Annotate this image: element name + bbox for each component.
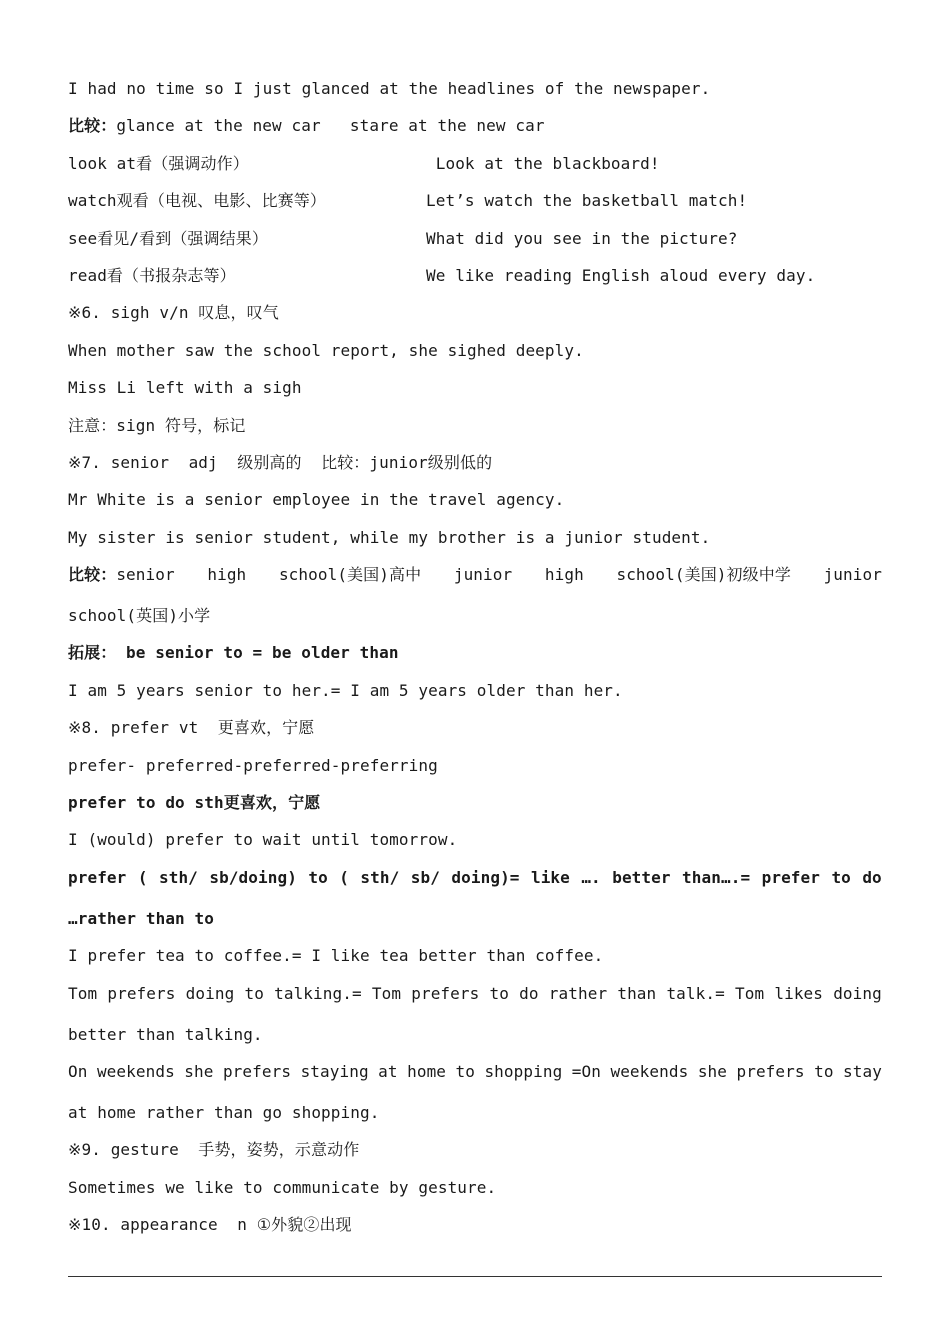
word: prefer [761, 867, 821, 887]
example: Look at the blackboard! [426, 153, 660, 173]
word: staying [300, 1061, 369, 1081]
term: see看见/看到（强调结果） [68, 228, 268, 248]
footer-divider [68, 1276, 882, 1277]
text-line [68, 1053, 882, 1094]
compare-text: glance at the new car stare at the new car [116, 116, 545, 136]
word: Tom [371, 983, 402, 1003]
word: like [530, 867, 570, 887]
word: Tom [68, 983, 98, 1003]
word: high [544, 565, 584, 585]
text-line [68, 556, 882, 597]
text-line: My sister is senior student, while my brother is a junior student. [68, 527, 711, 547]
word: to [489, 983, 509, 1003]
example: What did you see in the picture? [426, 228, 738, 248]
text-line: Miss Li left with a sigh [68, 378, 302, 398]
section-heading: ※8. prefer vt 更喜欢，宁愿 [68, 718, 315, 738]
word: to [308, 867, 328, 887]
word: doing)= [451, 867, 520, 887]
section-heading: ※9. gesture 手势，姿势，示意动作 [68, 1140, 360, 1160]
word: school(美国)初级中学 [616, 565, 791, 585]
expansion-heading: 拓展： be senior to = be older than [68, 643, 399, 663]
text-line: I had no time so I just glanced at the headlines of the newspaper. [68, 79, 711, 98]
text-line [68, 975, 882, 1016]
text-line: I prefer tea to coffee.= I like tea better than coffee. [68, 946, 604, 966]
word: On [68, 1061, 88, 1081]
word: talking.= [274, 983, 362, 1003]
bold-line: …rather than to [68, 908, 214, 928]
word: ( [137, 867, 148, 887]
document-body [68, 70, 882, 1244]
word: …. [581, 867, 601, 887]
text-line: 注意：sign 符号，标记 [68, 415, 246, 435]
compare-label: 比较： [68, 565, 117, 585]
example: Let’s watch the basketball match! [426, 191, 748, 211]
word: likes [774, 983, 824, 1003]
word: junior [823, 565, 882, 585]
word: school(美国)高中 [278, 565, 422, 585]
word: prefers [222, 1061, 292, 1081]
text-line: Sometimes we like to communicate by gesture. [68, 1177, 497, 1197]
word: doing [185, 983, 235, 1003]
text-line [68, 182, 882, 219]
bold-line: prefer to do sth更喜欢，宁愿 [68, 793, 321, 813]
word: to [831, 867, 851, 887]
word: talk.= [666, 983, 725, 1003]
word: do [862, 867, 882, 887]
word: ( [339, 867, 349, 887]
word: to [814, 1061, 834, 1081]
text-line [68, 220, 882, 257]
word: prefer [68, 867, 127, 887]
word: shopping [484, 1061, 563, 1081]
word: high [207, 565, 247, 585]
word: prefers [736, 1061, 805, 1081]
word: than [617, 983, 657, 1003]
compare-label: 比较： [68, 116, 117, 136]
example: We like reading English aloud every day. [426, 265, 816, 285]
section-heading: ※6. sigh v/n 叹息，叹气 [68, 303, 279, 323]
word: doing [833, 983, 882, 1003]
word: sth/ [158, 867, 198, 887]
text-line [68, 145, 882, 182]
word: sth/ [360, 867, 400, 887]
word: to [244, 983, 264, 1003]
text-line [68, 107, 882, 144]
section-heading: ※10. appearance n ①外貌②出现 [68, 1215, 352, 1235]
text-line: Mr White is a senior employee in the travel agency. [68, 490, 565, 510]
term: watch观看（电视、电影、比赛等） [68, 191, 326, 211]
word: Tom [735, 983, 765, 1003]
text-line [68, 257, 882, 294]
text-line: school(英国)小学 [68, 606, 211, 626]
word: sb/doing) [209, 867, 297, 887]
word: better [612, 867, 671, 887]
word: sb/ [410, 867, 440, 887]
bold-line [68, 859, 882, 900]
section-heading: ※7. senior adj 级别高的 比较：junior级别低的 [68, 452, 493, 472]
text-line: I am 5 years senior to her.= I am 5 years older than her. [68, 680, 623, 700]
word: weekends [96, 1061, 175, 1081]
text-line: at home rather than go shopping. [68, 1102, 380, 1122]
text-line: better than talking. [68, 1024, 263, 1044]
word: to [455, 1061, 475, 1081]
word [68, 556, 175, 597]
term: look at看（强调动作） [68, 153, 249, 173]
word: junior [453, 565, 513, 585]
word: senior [116, 565, 175, 585]
word: home [407, 1061, 447, 1081]
word: she [184, 1061, 214, 1081]
word: do [519, 983, 539, 1003]
word: weekends [610, 1061, 689, 1081]
word: prefers [107, 983, 176, 1003]
word: than….= [682, 867, 751, 887]
word: =On [571, 1061, 601, 1081]
text-line: I (would) prefer to wait until tomorrow. [68, 830, 458, 850]
word: she [697, 1061, 728, 1081]
word: at [378, 1061, 398, 1081]
term: read看（书报杂志等） [68, 265, 236, 285]
word: stay [843, 1061, 882, 1081]
text-line: When mother saw the school report, she sighed deeply. [68, 340, 584, 360]
text-line: prefer- preferred-preferred-preferring [68, 755, 438, 775]
word: prefers [411, 983, 480, 1003]
word: rather [548, 983, 608, 1003]
